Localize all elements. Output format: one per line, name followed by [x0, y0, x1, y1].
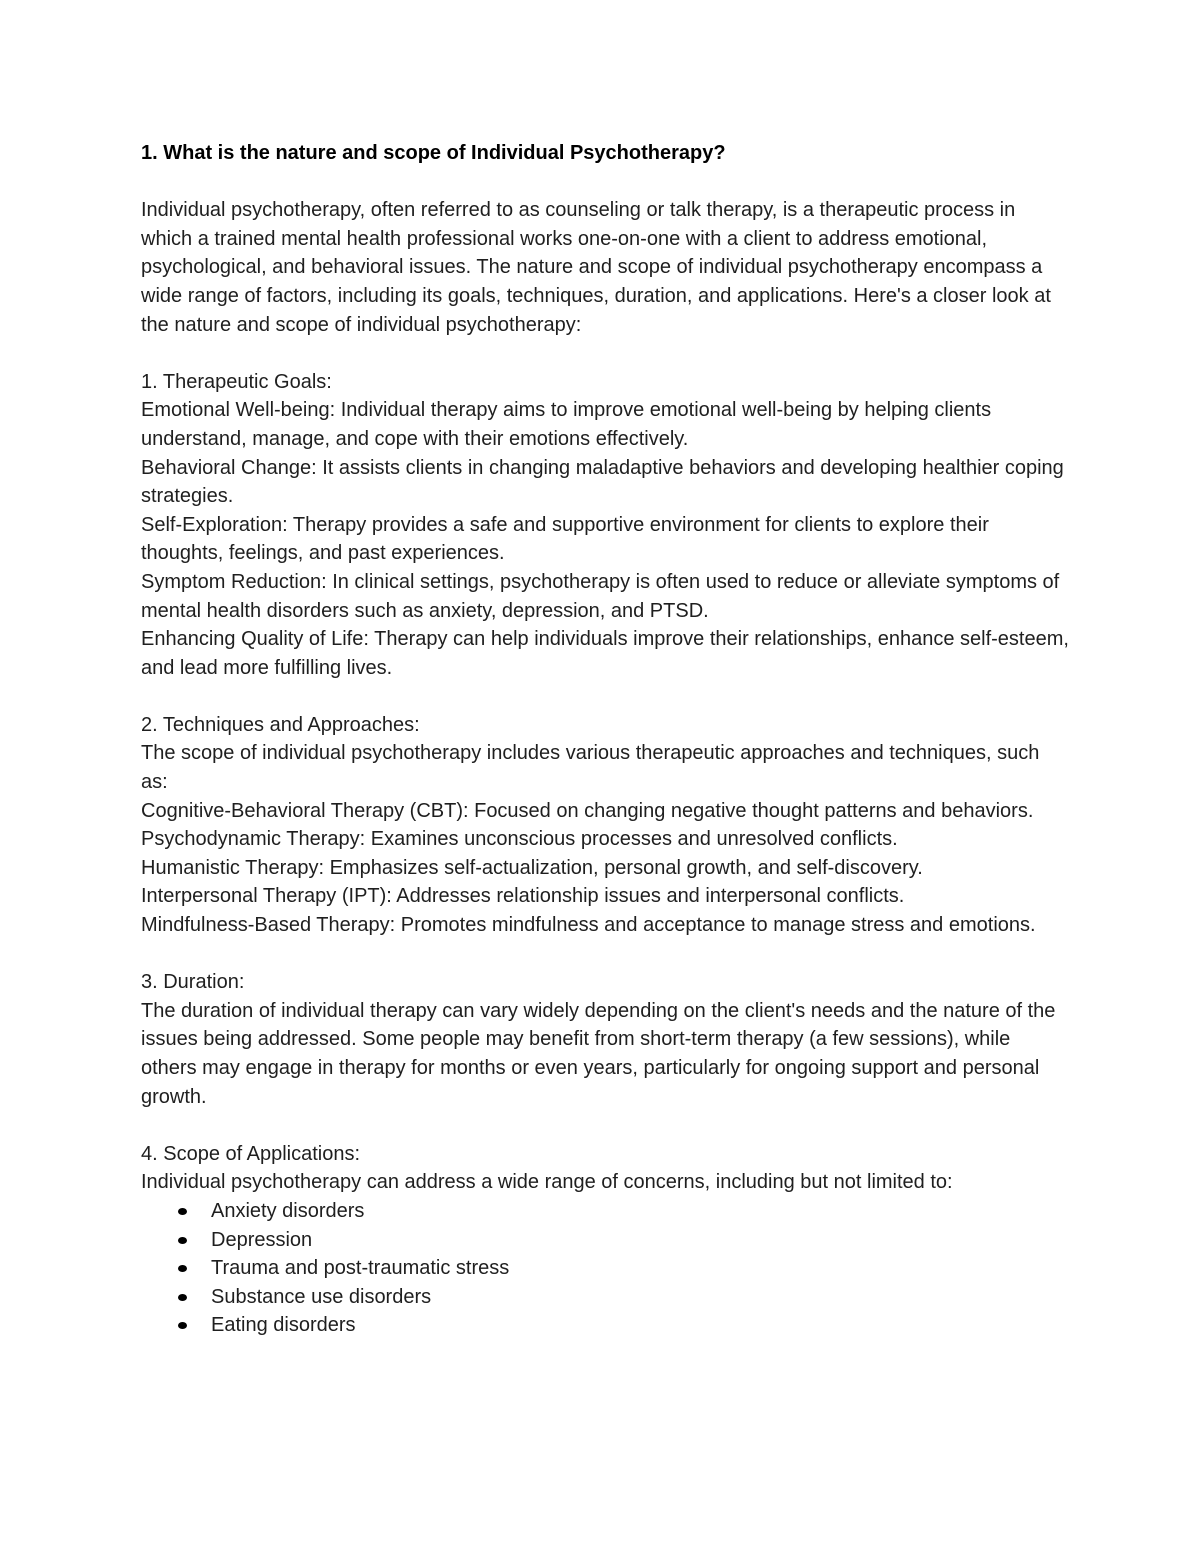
- section-therapeutic-goals: [141, 368, 1071, 683]
- section-techniques: [141, 711, 1071, 940]
- document-page: [141, 139, 1071, 1340]
- list-item-label: Trauma and post-traumatic stress: [211, 1257, 510, 1280]
- section-duration: [141, 968, 1071, 1111]
- bullet-icon: [178, 1322, 187, 1329]
- technique-item: Interpersonal Therapy (IPT): Addresses relationship issues and interpersonal conflicts.: [141, 885, 905, 908]
- duration-paragraph: The duration of individual therapy can vary widely depending on the client's needs and the nature of the issues being addressed. Some people may benefit from short-term therapy (a few sessions), while others may engage in therapy for months or even years, particularly for ongoing support and personal growth.: [141, 999, 1056, 1108]
- applications-lead: Individual psychotherapy can address a wide range of concerns, including but not limited to:: [141, 1171, 953, 1194]
- goal-item: Enhancing Quality of Life: Therapy can help individuals improve their relationships, enhance self-esteem, and lead more fulfilling lives.: [141, 628, 1069, 679]
- list-item: [141, 1197, 1071, 1226]
- page-title: 1. What is the nature and scope of Individual Psychotherapy?: [141, 142, 726, 164]
- goal-item: Emotional Well-being: Individual therapy aims to improve emotional well-being by helping clients understand, manage, and cope with their emotions effectively.: [141, 399, 992, 450]
- spacer: [141, 682, 1071, 711]
- technique-item: The scope of individual psychotherapy includes various therapeutic approaches and techniques, such as:: [141, 742, 1040, 794]
- list-item: [141, 1311, 1071, 1340]
- goal-item: Self-Exploration: Therapy provides a safe and supportive environment for clients to explore their thoughts, feelings, and past experiences.: [141, 513, 989, 565]
- section-heading: 3. Duration:: [141, 971, 245, 994]
- applications-list: [141, 1197, 1071, 1340]
- list-item: [141, 1254, 1071, 1283]
- list-item-label: Eating disorders: [211, 1314, 356, 1337]
- spacer: [141, 168, 1071, 197]
- bullet-icon: [178, 1208, 187, 1215]
- section-applications: [141, 1140, 1071, 1340]
- bullet-icon: [178, 1265, 187, 1272]
- technique-item: Mindfulness-Based Therapy: Promotes mindfulness and acceptance to manage stress and emotions.: [141, 914, 1036, 937]
- list-item-label: Depression: [211, 1228, 313, 1251]
- section-heading: 2. Techniques and Approaches:: [141, 713, 420, 736]
- list-item: [141, 1283, 1071, 1312]
- list-item-label: Substance use disorders: [211, 1285, 432, 1308]
- goal-item: Behavioral Change: It assists clients in changing maladaptive behaviors and developing healthier coping strategies.: [141, 456, 1064, 508]
- list-item: [141, 1226, 1071, 1255]
- list-item-label: Anxiety disorders: [211, 1199, 365, 1222]
- section-heading: 4. Scope of Applications:: [141, 1142, 361, 1165]
- technique-item: Humanistic Therapy: Emphasizes self-actualization, personal growth, and self-discovery.: [141, 856, 923, 879]
- intro-paragraph: Individual psychotherapy, often referred to as counseling or talk therapy, is a therapeutic process in which a trained mental health professional works one-on-one with a client to address emotional, psychological, and behavioral issues. The nature and scope of individual psychotherapy encompass a wide range of factors, including its goals, techniques, duration, and applications. Here's a closer look at the nature and scope of individual psychotherapy:: [141, 199, 1051, 336]
- technique-item: Cognitive-Behavioral Therapy (CBT): Focused on changing negative thought patterns and behaviors.: [141, 799, 1034, 822]
- spacer: [141, 1111, 1071, 1140]
- section-heading: 1. Therapeutic Goals:: [141, 370, 332, 393]
- spacer: [141, 339, 1071, 368]
- bullet-icon: [178, 1237, 187, 1244]
- spacer: [141, 940, 1071, 969]
- technique-item: Psychodynamic Therapy: Examines unconscious processes and unresolved conflicts.: [141, 828, 898, 851]
- goal-item: Symptom Reduction: In clinical settings, psychotherapy is often used to reduce or alleviate symptoms of mental health disorders such as anxiety, depression, and PTSD.: [141, 570, 1060, 622]
- bullet-icon: [178, 1294, 187, 1301]
